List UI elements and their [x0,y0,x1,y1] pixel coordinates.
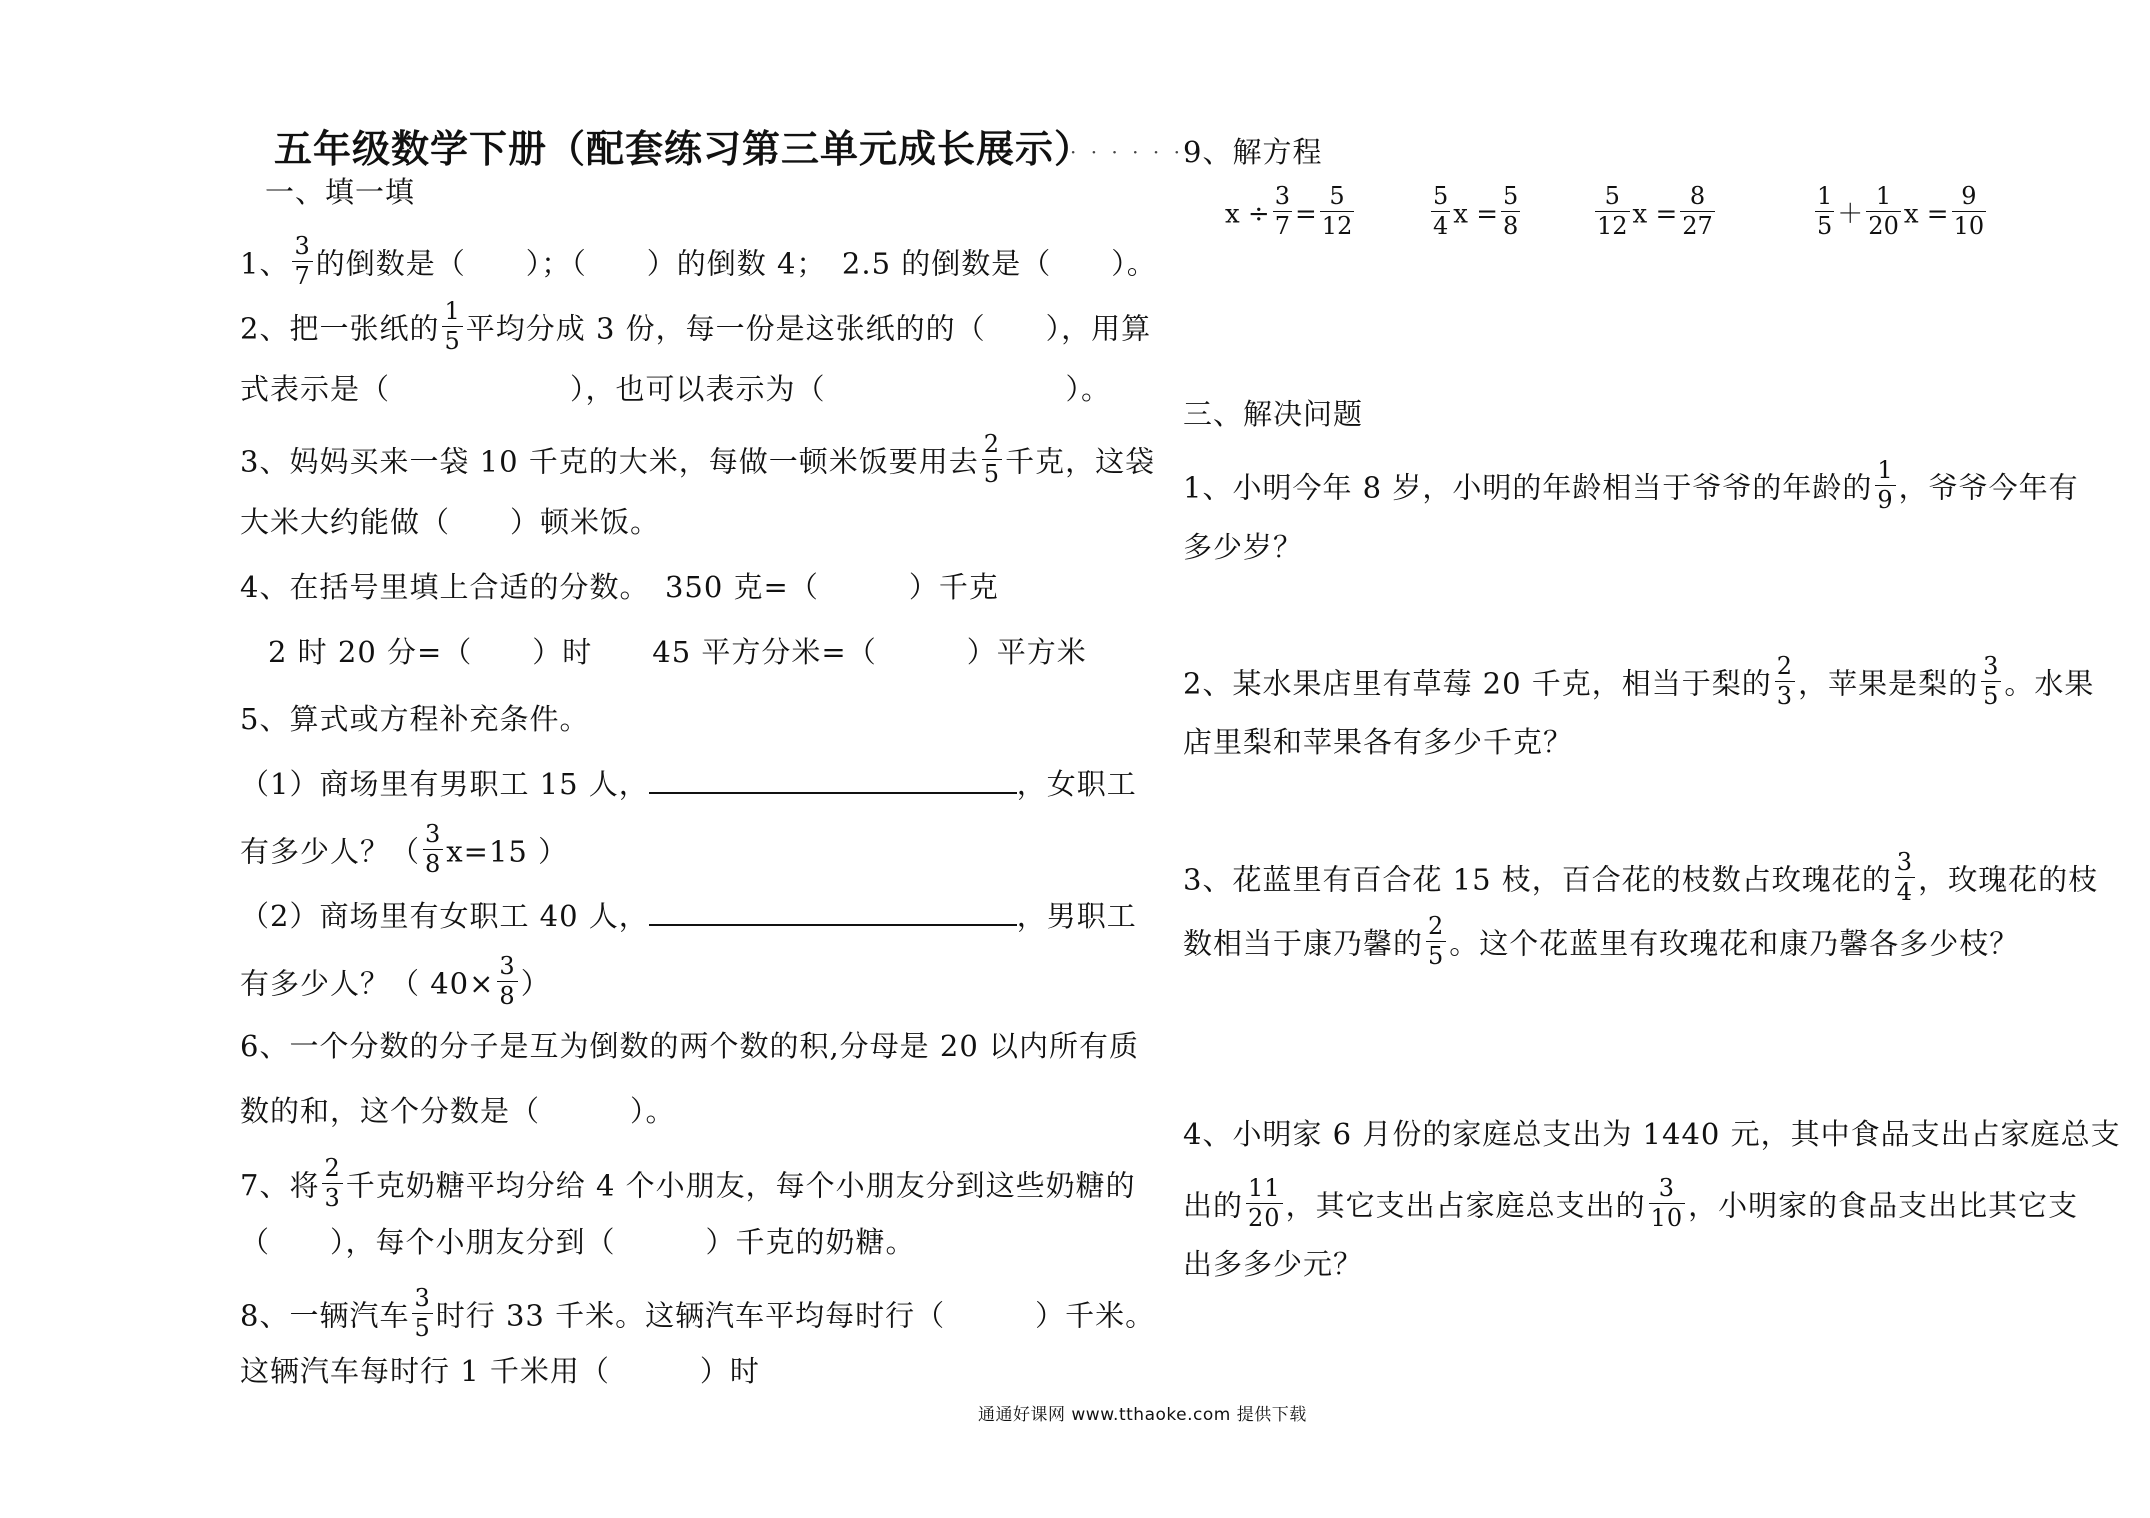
fraction-denominator: 3 [324,1184,341,1213]
fraction [412,1286,432,1341]
question-7-line-1 [240,1154,1136,1215]
question-6-line-2: 数的和，这个分数是（ ）。 [240,1094,676,1128]
fraction [1649,1176,1686,1231]
fraction-numerator: 2 [1426,914,1446,942]
fraction-numerator: 3 [1895,850,1915,878]
problem-3-line-1 [1183,848,2099,909]
p4-text-c: ，小明家的食品支出比其它支 [1688,1188,2079,1223]
q3-text-a: 3、妈妈买来一袋 10 千克的大米，每做一顿米饭要用去 [240,444,979,479]
fraction-numerator: 9 [1952,184,1987,212]
p3-text-c: 数相当于康乃馨的 [1183,926,1424,961]
fraction-denominator: 5 [414,1314,431,1343]
fraction [1981,654,2001,709]
fraction-denominator: 5 [983,460,1001,489]
equals-sign: = [1295,199,1317,230]
fraction-numerator: 1 [1875,458,1895,486]
fraction [1815,184,1834,239]
fraction [1426,914,1446,969]
fraction-numerator: 11 [1246,1176,1283,1204]
fraction-denominator: 4 [1433,212,1449,241]
p3-text-d: 。这个花蓝里有玫瑰花和康乃馨各多少枝？ [1449,926,2020,961]
p1-text-a: 1、小明今年 8 岁，小明的年龄相当于爷爷的年龄的 [1183,470,1873,505]
fraction-denominator: 4 [1896,878,1914,907]
fraction-denominator: 5 [444,327,461,356]
fraction-numerator: 3 [1649,1176,1686,1204]
q2-text-b: 平均分成 3 份，每一份是这张纸的的（ ），用算 [465,311,1152,346]
p1-text-b: ，爷爷今年有 [1898,470,2079,505]
fraction-denominator: 20 [1868,212,1899,241]
p2-text-b: ，苹果是梨的 [1798,666,1979,701]
p4-text-b: ，其它支出占家庭总支出的 [1285,1188,1646,1223]
fraction-denominator: 12 [1597,212,1628,241]
q7-text-a: 7、将 [240,1168,320,1203]
fraction [292,234,312,289]
fraction [497,954,517,1009]
question-2-line-2: 式表示是（ ），也可以表示为（ ）。 [240,372,1112,406]
fraction-denominator: 20 [1248,1204,1281,1233]
fraction-numerator: 5 [1501,184,1520,212]
p4-text-a: 出的 [1183,1188,1244,1223]
problem-4-line-1: 4、小明家 6 月份的家庭总支出为 1440 元，其中食品支出占家庭总支 [1183,1117,2121,1151]
fraction-denominator: 7 [1274,212,1290,241]
fraction-numerator: 5 [1595,184,1630,212]
equation-1 [1225,182,1357,243]
fraction-numerator: 3 [292,234,312,262]
fraction-denominator: 8 [1503,212,1519,241]
fraction [1273,184,1292,239]
equation-4 [1812,182,1989,243]
question-5-2-line-2 [240,952,551,1013]
p3-text-b: ，玫瑰花的枝 [1918,862,2099,897]
problem-1-line-2: 多少岁？ [1183,530,1304,564]
fraction-numerator: 5 [1431,184,1450,212]
fraction [1246,1176,1283,1231]
equation-term: x = [1903,199,1949,230]
problem-1-line-1 [1183,456,2079,517]
fraction [982,432,1002,487]
equation-term: x = [1453,199,1498,230]
page-title: 五年级数学下册（配套练习第三单元成长展示） [274,127,1094,171]
q5-1-question: 有多少人？（ [240,834,421,869]
fraction-numerator: 3 [1981,654,2001,682]
fraction [1952,184,1987,239]
question-2-line-1 [240,297,1152,358]
fraction-denominator: 27 [1682,212,1713,241]
equation-term: x ÷ [1225,199,1270,230]
q3-text-b: 千克，这袋 [1005,444,1156,479]
fraction [322,1156,342,1211]
equation-2 [1428,182,1523,243]
equation-3 [1592,182,1718,243]
q8-text-b: 时行 33 千米。这辆汽车平均每时行（ ）千米。 [435,1298,1156,1333]
question-3-line-1 [240,430,1156,491]
q2-text-a: 2、把一张纸的 [240,311,440,346]
q5-2-text: （2）商场里有女职工 40 人， [240,899,649,933]
answer-blank-line[interactable] [649,902,1017,926]
q1-text: 的倒数是（ ）；（ ）的倒数 4； 2.5 的倒数是（ ）。 [315,246,1157,281]
fraction-denominator: 9 [1877,486,1894,515]
fraction-numerator: 8 [1680,184,1715,212]
question-8-line-1 [240,1284,1156,1345]
fraction-numerator: 1 [1866,184,1901,212]
problem-4-line-2 [1183,1174,2079,1235]
answer-blank-line[interactable] [649,770,1017,794]
question-5-2-line-1 [240,899,1137,933]
problem-4-line-3: 出多多少元？ [1183,1247,1364,1281]
q5-1-text: （1）商场里有男职工 15 人， [240,767,649,801]
fraction-numerator: 5 [1320,184,1355,212]
question-5: 5、算式或方程补充条件。 [240,702,590,736]
fraction [1895,850,1915,905]
q5-2-equation: ） [520,966,551,1001]
problem-3-line-2 [1183,912,2020,973]
q7-text-b: 千克奶糖平均分给 4 个小朋友，每个小朋友分到这些奶糖的 [345,1168,1136,1203]
q5-2-question: 有多少人？（ 40× [240,966,495,1001]
fraction-numerator: 1 [442,299,462,327]
section-heading-fill-in: 一、填一填 [265,175,416,209]
section-heading-solve-problems: 三、解决问题 [1183,397,1364,431]
q5-2-tail: ，男职工 [1016,899,1137,933]
fraction-numerator: 2 [1775,654,1795,682]
fraction-denominator: 8 [499,982,516,1011]
fraction-numerator: 3 [497,954,517,982]
fraction [1320,184,1355,239]
fraction-denominator: 7 [294,262,311,291]
fraction [1875,458,1895,513]
question-4-line-1: 4、在括号里填上合适的分数。 350 克=（ ）千克 [240,570,999,604]
question-1 [240,232,1157,293]
fraction [442,299,462,354]
equation-term: x = [1632,199,1678,230]
fraction [423,822,443,877]
footer-source-credit: 通通好课网 www.tthaoke.com 提供下载 [978,1405,1307,1425]
plus-sign: ＋ [1837,199,1864,230]
fraction-numerator: 3 [1273,184,1292,212]
fraction-denominator: 8 [425,850,442,879]
q8-text-a: 8、一辆汽车 [240,1298,410,1333]
fraction-denominator: 5 [1817,212,1833,241]
fraction [1866,184,1901,239]
fraction-numerator: 2 [982,432,1002,460]
fraction-numerator: 3 [412,1286,432,1314]
fraction-denominator: 3 [1776,682,1794,711]
question-6-line-1: 6、一个分数的分子是互为倒数的两个数的积,分母是 20 以内所有质 [240,1029,1140,1063]
fraction-denominator: 5 [1428,942,1445,971]
fraction-numerator: 1 [1815,184,1834,212]
question-9-label: 9、解方程 [1183,135,1323,169]
q5-1-tail: ，女职工 [1016,767,1137,801]
fraction-denominator: 10 [1650,1204,1684,1233]
fraction [1775,654,1795,709]
fraction [1595,184,1630,239]
question-3-line-2: 大米大约能做（ ）顿米饭。 [240,505,661,539]
q1-prefix: 1、 [240,246,290,281]
fraction [1680,184,1715,239]
p2-text-a: 2、某水果店里有草莓 20 千克，相当于梨的 [1183,666,1772,701]
question-5-1-line-1 [240,767,1137,801]
problem-2-line-1 [1183,652,2095,713]
question-5-1-line-2 [240,820,569,881]
fraction-denominator: 5 [1983,682,2000,711]
q5-1-equation: x=15 ） [446,834,569,869]
fraction-numerator: 2 [322,1156,342,1184]
fraction-numerator: 3 [423,822,443,850]
fraction [1431,184,1450,239]
p2-text-c: 。水果 [2004,666,2095,701]
question-4-line-2: 2 时 20 分=（ ）时 45 平方分米=（ ）平方米 [268,635,1087,669]
question-8-line-2: 这辆汽车每时行 1 千米用（ ）时 [240,1354,760,1388]
fraction-denominator: 12 [1321,212,1353,241]
fraction [1501,184,1520,239]
problem-2-line-2: 店里梨和苹果各有多少千克？ [1183,725,1574,759]
title-leader-dots: · · · · · · · [1070,140,1205,164]
p3-text-a: 3、花蓝里有百合花 15 枝，百合花的枝数占玫瑰花的 [1183,862,1892,897]
fraction-denominator: 10 [1953,212,1985,241]
question-7-line-2: （ ），每个小朋友分到（ ）千克的奶糖。 [240,1225,916,1259]
